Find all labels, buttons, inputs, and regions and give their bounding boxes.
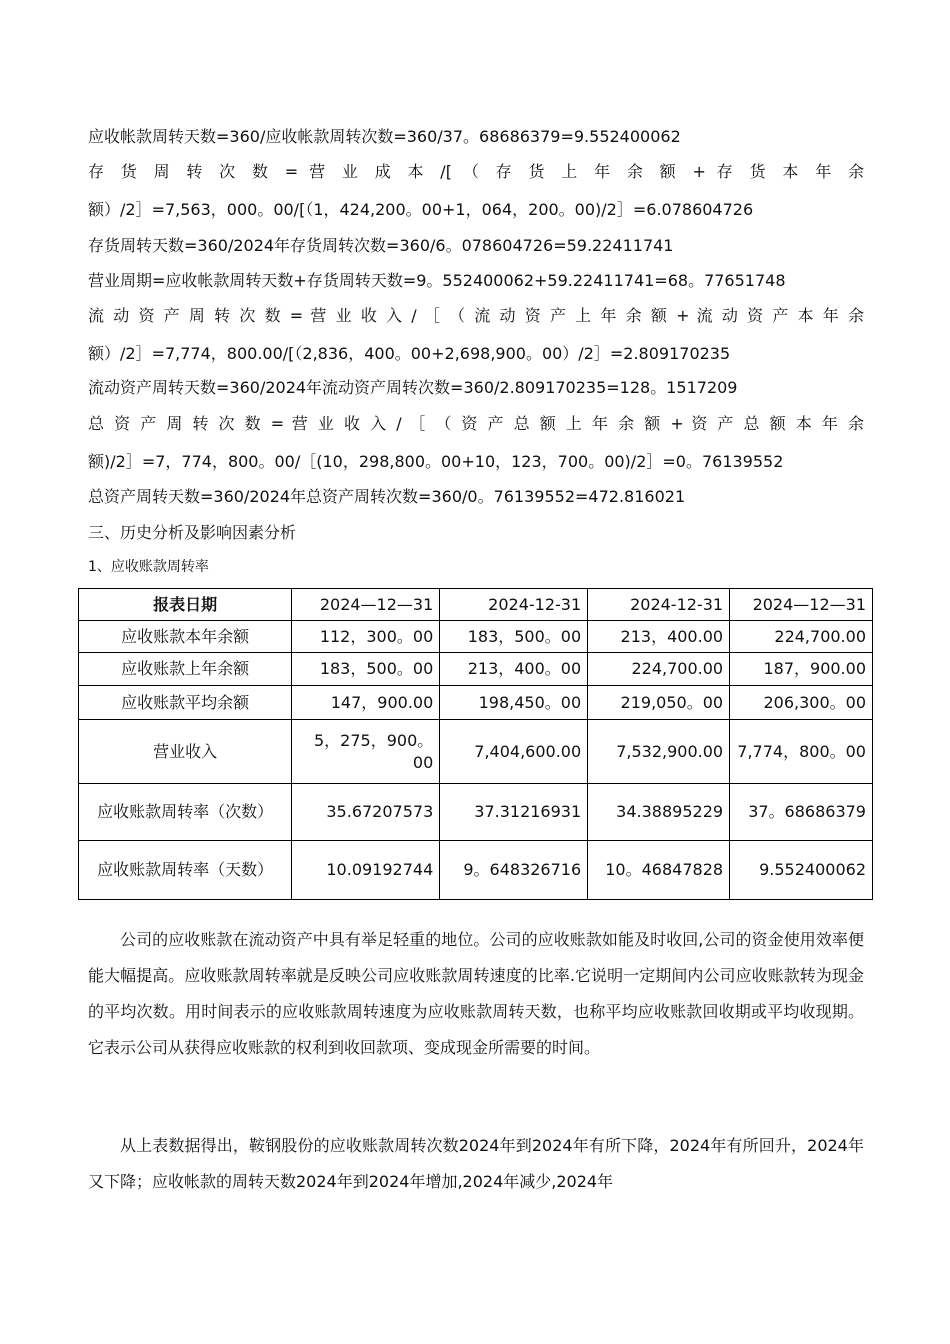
table-row [79,686,873,720]
table-cell: 224,700.00 [730,621,873,653]
row-label: 应收账款周转率（次数） [79,784,292,841]
receivables-turnover-table [78,588,873,900]
formula-line: 额）/2］=7,774，800.00/[（2,836，400。00+2,698,900。00）/2］=2.809170235 [88,344,731,363]
sub-heading: 1、应收账款周转率 [88,559,209,575]
table-row [79,621,873,653]
body-paragraph: 从上表数据得出，鞍钢股份的应收账款周转次数2024年到2024年有所下降，2024年有所回升，2024年又下降；应收帐款的周转天数2024年到2024年增加,2024年减少,2024年 [88,1136,864,1191]
table-cell: 34.38895229 [588,784,730,841]
formula-line: 流 动 资 产 周 转 次 数 = 营 业 收 入 / ［ （ 流 动 资 产 上 年 余 额 + 流 动 资 产 本 年 余 [88,306,864,325]
date-header: 2024—12—31 [292,589,440,621]
row-label: 营业收入 [79,720,292,784]
table-cell: 198,450。00 [440,686,588,720]
table-cell: 9。648326716 [440,841,588,900]
section-heading: 三、历史分析及影响因素分析 [88,523,297,542]
formula-line: 额）/2］=7,563，000。00/[（1，424,200。00+1，064，200。00)/2］=6.078604726 [88,200,754,219]
body-paragraph: 公司的应收账款在流动资产中具有举足轻重的地位。公司的应收账款如能及时收回,公司的资金使用效率便能大幅提高。应收账款周转率就是反映公司应收账款周转速度的比率.它说明一定期间内公司应收账款转为现金的平均次数。用时间表示的应收账款周转速度为应收账款周转天数，也称平均应收账款回收期或平均收现期。它表示公司从获得应收账款的权利到收回款项、变成现金所需要的时间。 [88,930,864,1057]
table-row [79,653,873,686]
table-cell: 183，500。00 [292,653,440,686]
table-cell: 35.67207573 [292,784,440,841]
formula-line: 总资产周转天数=360/2024年总资产周转次数=360/0。76139552=472.816021 [88,487,686,506]
date-header: 2024—12—31 [730,589,873,621]
table-row [79,784,873,841]
formula-line: 应收帐款周转天数=360/应收帐款周转次数=360/37。68686379=9.552400062 [88,127,681,146]
table-cell: 224,700.00 [588,653,730,686]
table-cell: 183，500。00 [440,621,588,653]
formula-line: 存货周转天数=360/2024年存货周转次数=360/6。078604726=59.22411741 [88,236,674,255]
table-cell: 213，400。00 [440,653,588,686]
table-cell: 5，275，900。00 [292,720,440,784]
table-cell: 9.552400062 [730,841,873,900]
row-label: 应收账款周转率（天数） [79,841,292,900]
table-cell: 7,532,900.00 [588,720,730,784]
formula-line: 总 资 产 周 转 次 数 = 营 业 收 入 / ［ （ 资 产 总 额 上 年 余 额 + 资 产 总 额 本 年 余 [88,414,864,433]
row-label: 应收账款本年余额 [79,621,292,653]
date-header: 2024-12-31 [440,589,588,621]
table-cell: 10.09192744 [292,841,440,900]
date-header: 2024-12-31 [588,589,730,621]
row-label: 应收账款上年余额 [79,653,292,686]
header-label: 报表日期 [79,589,292,621]
table-cell: 187，900.00 [730,653,873,686]
table-cell: 206,300。00 [730,686,873,720]
table-cell: 10。46847828 [588,841,730,900]
table-cell: 37.31216931 [440,784,588,841]
table-cell: 219,050。00 [588,686,730,720]
table-cell: 213，400.00 [588,621,730,653]
formula-line: 营业周期=应收帐款周转天数+存货周转天数=9。552400062+59.22411741=68。77651748 [88,271,786,290]
table-row [79,841,873,900]
table-cell: 7,404,600.00 [440,720,588,784]
formula-line: 额)/2］=7，774，800。00/［(10，298,800。00+10，123，700。00)/2］=0。76139552 [88,452,784,471]
table-header-row [79,589,873,621]
table-cell: 112，300。00 [292,621,440,653]
row-label: 应收账款平均余额 [79,686,292,720]
formula-line: 存 货 周 转 次 数 = 营 业 成 本 /[ （ 存 货 上 年 余 额 + 存 货 本 年 余 [88,162,864,181]
table-cell: 147，900.00 [292,686,440,720]
formula-line: 流动资产周转天数=360/2024年流动资产周转次数=360/2.809170235=128。1517209 [88,378,738,397]
table-cell: 37。68686379 [730,784,873,841]
table-row [79,720,873,784]
table-cell: 7,774，800。00 [730,720,873,784]
